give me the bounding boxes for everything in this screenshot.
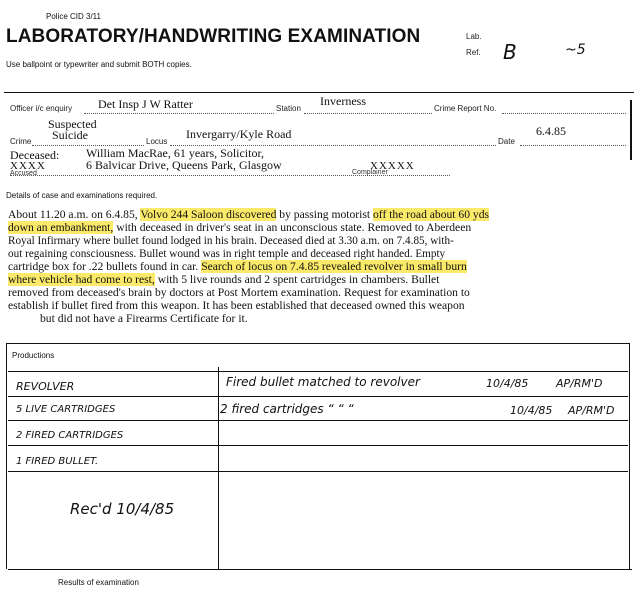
date-value: 6.4.85 — [536, 124, 566, 138]
details-text: with 5 live rounds and 2 spent cartridges in chambers. Bullet — [154, 273, 440, 286]
details-text: with deceased in driver's seat in an unconscious state. Removed to Aberdeen — [113, 221, 472, 234]
deceased-value-line1: William MacRae, 61 years, Solicitor, — [86, 146, 264, 160]
results-label: Results of examination — [58, 578, 139, 587]
form-instructions: Use ballpoint or typewriter and submit BOTH copies. — [6, 60, 192, 69]
crime-value-line1: Suspected — [48, 117, 97, 131]
station-label: Station — [276, 104, 301, 113]
date-underline — [520, 145, 626, 146]
officer-underline — [84, 113, 274, 114]
accused-label: Accused — [10, 170, 37, 177]
production-item-fired-bullet: 1 FIRED BULLET. — [16, 456, 99, 467]
ref-handwritten-mark: B — [503, 40, 517, 64]
page-title: LABORATORY/HANDWRITING EXAMINATION — [6, 26, 421, 47]
details-label: Details of case and examinations required. — [6, 191, 158, 200]
details-line: removed from deceased's brain by doctors at Post Mortem examination. Request for examination to — [8, 286, 470, 299]
highlight-embankment: down an embankment, — [8, 221, 114, 234]
date-label: Date — [498, 137, 515, 146]
productions-rule — [8, 445, 628, 446]
crime-value-line2: Suicide — [52, 128, 88, 142]
productions-label: Productions — [12, 351, 55, 360]
details-line — [8, 273, 439, 287]
accused-strikeout: XXXX — [10, 160, 46, 172]
production-item-live-cartridges: 5 LIVE CARTRIDGES — [16, 404, 116, 415]
details-line — [8, 260, 467, 274]
crime-report-label: Crime Report No. — [434, 104, 497, 113]
form-code: Police CID 3/11 — [46, 12, 101, 21]
station-value: Inverness — [320, 94, 366, 108]
ref-label: Ref. — [466, 48, 481, 57]
productions-divider — [218, 367, 219, 569]
deceased-label: Deceased: — [10, 148, 60, 162]
production-initials: AP/RM'D — [568, 404, 615, 417]
production-item-revolver: REVOLVER — [16, 380, 75, 393]
details-line: Royal Infirmary where bullet found lodged in his brain. Deceased died at 3.30 a.m. on 7.4.85, with- — [8, 235, 454, 247]
details-line — [8, 221, 471, 235]
highlight-vehicle-rest: where vehicle had come to rest, — [8, 273, 155, 286]
results-rule — [8, 569, 632, 570]
details-line: but did not have a Firearms Certificate for it. — [40, 312, 248, 325]
details-text: About 11.20 a.m. on 6.4.85, — [8, 208, 141, 221]
complainer-strikeout: XXXXX — [370, 160, 415, 172]
officer-label: Officer i/c enquiry — [10, 104, 73, 113]
productions-rule — [8, 471, 628, 472]
lab-label: Lab. — [466, 32, 482, 41]
highlight-volvo: Volvo 244 Saloon discovered — [140, 208, 277, 221]
ref-handwritten-mark-2: ~5 — [565, 42, 586, 58]
productions-rule — [8, 420, 628, 421]
locus-value: Invergarry/Kyle Road — [186, 127, 292, 141]
crime-report-underline — [502, 113, 626, 114]
receipt-signature: Rec'd 10/4/85 — [70, 500, 175, 518]
crime-label: Crime — [10, 137, 32, 146]
production-note: Fired bullet matched to revolver — [226, 375, 420, 389]
complainer-label: Complainer — [352, 169, 388, 176]
details-line: out regaining consciousness. Bullet wound was in right temple and deceased right handed. Empty — [8, 248, 446, 260]
details-text: by passing motorist — [276, 208, 373, 221]
highlight-search-locus: Search of locus on 7.4.85 revealed revolver in small burn — [201, 260, 467, 273]
productions-rule — [8, 371, 628, 372]
production-initials: AP/RM'D — [556, 377, 603, 390]
details-text: cartridge box for .22 bullets found in car. — [8, 260, 202, 273]
officer-value: Det Insp J W Ratter — [98, 97, 193, 111]
station-underline — [304, 113, 432, 114]
production-note: 2 fired cartridges “ “ “ — [220, 402, 354, 416]
highlight-off-road: off the road about 60 yds — [373, 208, 490, 221]
deceased-value-line2: 6 Balvicar Drive, Queens Park, Glasgow — [86, 158, 282, 172]
details-line — [8, 208, 489, 222]
fields-box-top-rule — [4, 92, 634, 93]
fields-box-right-border — [630, 100, 632, 160]
productions-rule — [8, 396, 628, 397]
locus-label: Locus — [146, 137, 168, 146]
production-date: 10/4/85 — [510, 404, 553, 417]
production-item-fired-cartridges: 2 FIRED CARTRIDGES — [16, 430, 124, 441]
details-line: establish if bullet fired from this weapon. It has been established that deceased owned this weapon — [8, 299, 465, 312]
production-date: 10/4/85 — [486, 377, 529, 390]
